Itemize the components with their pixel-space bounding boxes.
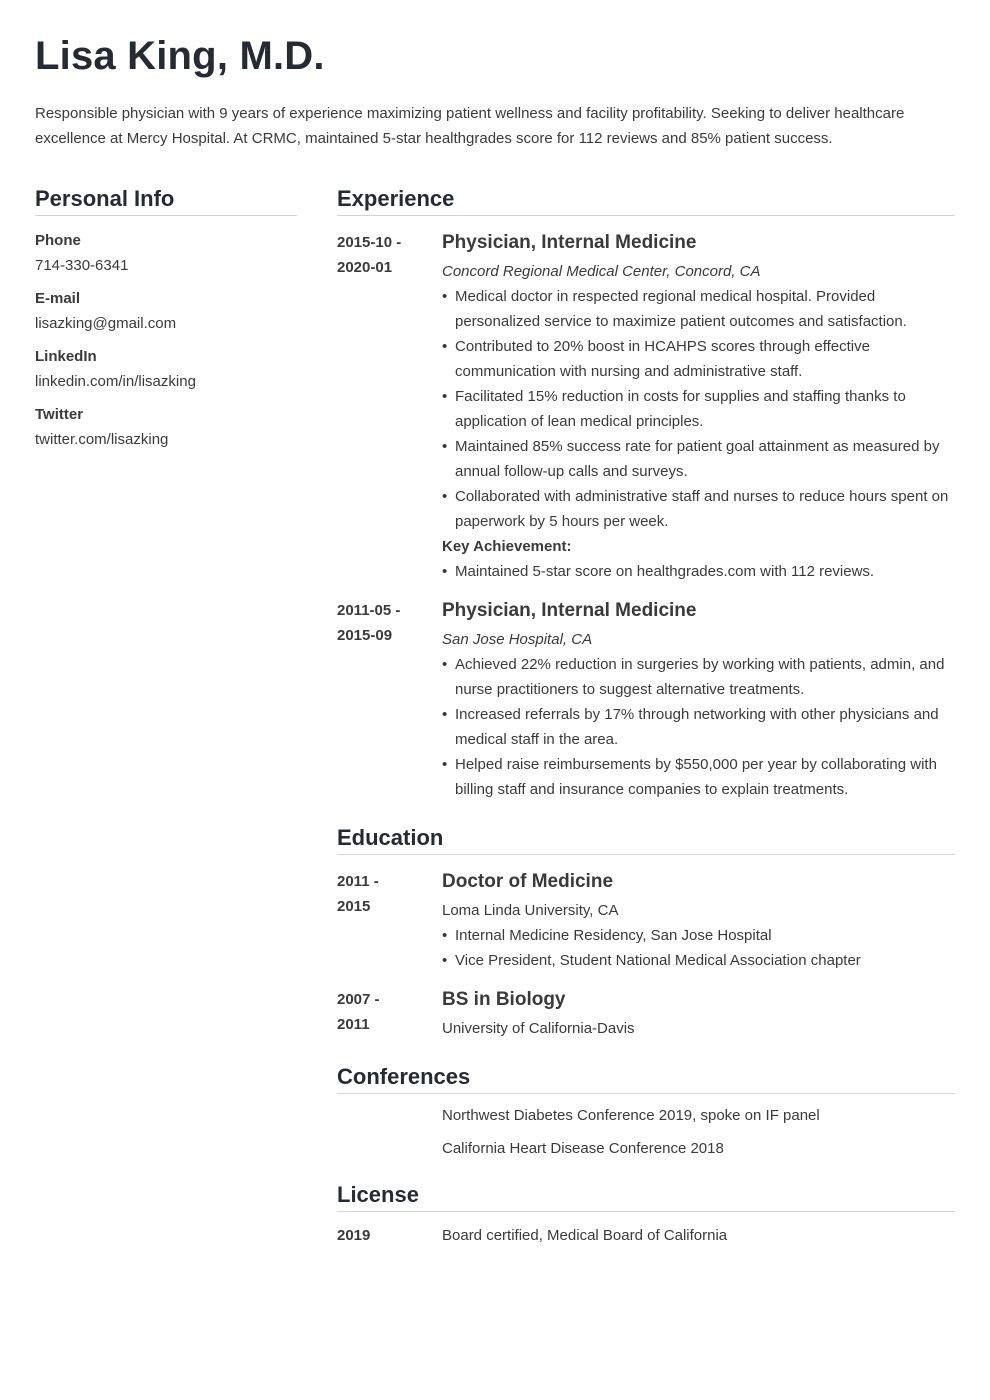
entry-body [442,598,955,802]
bullet-text: Maintained 5-star score on healthgrades.com with 112 reviews. [455,563,875,580]
list-item [442,652,955,702]
list-item [442,923,955,948]
info-label: Twitter [35,406,84,423]
bullet-text: Contributed to 20% boost in HCAHPS scores through effective communication with nursing and administrative staff. [455,338,870,380]
phone-value: 714-330-6341 [35,257,129,274]
date-start: 2011 - [337,873,379,890]
education-section [337,824,955,1041]
degree-title: Doctor of Medicine [442,871,614,892]
candidate-name: Lisa King, M.D. [35,34,325,78]
employer: San Jose Hospital, CA [442,631,593,648]
entry-date [337,230,442,584]
date-start: 2011-05 - [337,602,401,619]
date-end: 2015 [337,898,371,915]
bullet-icon: • [442,756,448,773]
entry-body [442,869,955,973]
school-name: Loma Linda University, CA [442,902,619,919]
list-item [442,702,955,752]
list-item [442,434,955,484]
date-start: 2015-10 - [337,234,402,251]
entry-body [442,230,955,584]
info-label: E-mail [35,290,81,307]
entry-date [337,987,442,1041]
bullet-icon: • [442,438,448,455]
bullet-icon: • [442,488,448,505]
responsibility-list [442,284,955,534]
linkedin-value: linkedin.com/in/lisazking [35,373,196,390]
list-item [442,559,955,584]
experience-entry [337,230,955,584]
key-achievement-list [442,559,955,584]
date-end: 2015-09 [337,627,393,644]
responsibility-list [442,652,955,802]
license-date: 2019 [337,1227,371,1244]
personal-info-title: Personal Info [35,185,297,216]
list-item [442,284,955,334]
experience-entry [337,598,955,802]
twitter-value: twitter.com/lisazking [35,431,169,448]
conferences-title: Conferences [337,1063,955,1094]
bullet-icon: • [442,706,448,723]
list-item [442,484,955,534]
job-title: Physician, Internal Medicine [442,232,697,253]
info-item-phone [35,228,297,278]
conference-item: California Heart Disease Conference 2018 [442,1140,724,1157]
bullet-text: Maintained 85% success rate for patient goal attainment as measured by annual follow-up calls and surveys. [455,438,940,480]
list-item [442,752,955,802]
conferences-section [337,1063,955,1161]
bullet-text: Collaborated with administrative staff and nurses to reduce hours spent on paperwork by 5 hours per week. [455,488,949,530]
entry-body [442,987,955,1041]
license-text: Board certified, Medical Board of California [442,1227,728,1244]
conference-item: Northwest Diabetes Conference 2019, spoke on IF panel [442,1107,820,1124]
education-entry [337,987,955,1041]
bullet-icon: • [442,656,448,673]
main-column [337,185,955,1248]
bullet-icon: • [442,952,448,969]
info-label: Phone [35,232,81,249]
bullet-text: Helped raise reimbursements by $550,000 per year by collaborating with billing staff and insurance companies to explain treatments. [455,756,937,798]
bullet-text: Vice President, Student National Medical Association chapter [455,952,861,969]
experience-title: Experience [337,185,955,216]
education-detail-list [442,923,955,973]
license-section [337,1181,955,1248]
list-item [442,334,955,384]
bullet-icon: • [442,288,448,305]
entry-date [337,598,442,802]
bullet-icon: • [442,563,448,580]
email-value: lisazking@gmail.com [35,315,177,332]
bullet-icon: • [442,927,448,944]
degree-title: BS in Biology [442,989,566,1010]
info-item-email [35,286,297,336]
entry-date [337,869,442,973]
bullet-icon: • [442,388,448,405]
date-end: 2011 [337,1016,370,1033]
bullet-text: Facilitated 15% reduction in costs for supplies and staffing thanks to application of lean medical principles. [455,388,906,430]
date-start: 2007 - [337,991,380,1008]
job-title: Physician, Internal Medicine [442,600,697,621]
info-label: LinkedIn [35,348,97,365]
bullet-text: Medical doctor in respected regional medical hospital. Provided personalized service to maximize patient outcomes and satisfaction. [455,288,907,330]
list-item [442,948,955,973]
info-item-linkedin [35,344,297,394]
personal-info-section [35,185,297,460]
conference-list [337,1103,955,1161]
license-title: License [337,1181,955,1212]
profile-summary: Responsible physician with 9 years of experience maximizing patient wellness and facility profitability. Seeking to deliver healthcare excellence at Mercy Hospital. At CRMC, maintained 5-star healthgrades score for 112 reviews and 85% patient success. [35,105,905,147]
education-entry [337,869,955,973]
list-item [442,384,955,434]
date-end: 2020-01 [337,259,393,276]
experience-section [337,185,955,802]
key-achievement-label: Key Achievement: [442,538,572,555]
bullet-icon: • [442,338,448,355]
employer: Concord Regional Medical Center, Concord, CA [442,263,761,280]
bullet-text: Internal Medicine Residency, San Jose Hospital [455,927,772,944]
school-name: University of California-Davis [442,1020,635,1037]
personal-info-list [35,228,297,452]
bullet-text: Achieved 22% reduction in surgeries by working with patients, admin, and nurse practitioners to suggest alternative treatments. [455,656,945,698]
license-entry [337,1223,955,1248]
education-title: Education [337,824,955,855]
bullet-text: Increased referrals by 17% through networking with other physicians and medical staff in the area. [455,706,939,748]
info-item-twitter [35,402,297,452]
